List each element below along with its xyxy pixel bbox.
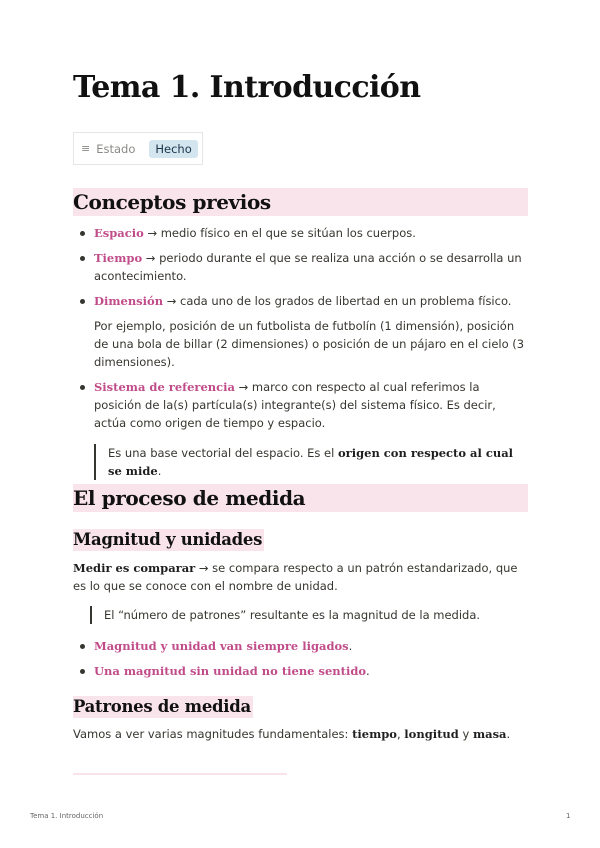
quote-text: Es una base vectorial del espacio. Es el — [108, 446, 338, 460]
footer-page-number: 1 — [566, 812, 571, 820]
list-item — [73, 224, 528, 242]
list-item — [73, 637, 528, 655]
paragraph-patrones — [73, 725, 528, 743]
bullet-icon — [80, 299, 85, 304]
paragraph-end: . — [506, 727, 511, 741]
arrow: → — [147, 226, 158, 240]
term: Dimensión — [94, 294, 164, 308]
arrow: → — [166, 294, 177, 308]
term: Tiempo — [94, 251, 143, 265]
bullet-icon — [80, 644, 85, 649]
bold-tiempo: tiempo — [352, 727, 397, 741]
section-divider — [73, 773, 287, 775]
definition: medio físico en el que se sitúan los cuerpos. — [160, 226, 416, 240]
example-paragraph: Por ejemplo, posición de un futbolista de futbolín (1 dimensión), posición de una bola de billar (2 dimensiones) o posición de un pájaro en el cielo (3 dimensiones). — [94, 319, 525, 369]
list-icon: ≡ — [81, 142, 91, 155]
quote-block — [90, 606, 524, 624]
heading-magnitud-y-unidades: Magnitud y unidades — [73, 530, 263, 549]
list-item — [73, 662, 528, 680]
list-item — [73, 249, 528, 285]
heading-patrones-de-medida: Patrones de medida — [73, 697, 251, 716]
separator: , — [396, 727, 405, 741]
bullet-text: Una magnitud sin unidad no tiene sentido — [94, 664, 367, 678]
bullet-text: Magnitud y unidad van siempre ligados — [94, 639, 349, 653]
bullet-end: . — [348, 639, 353, 653]
bullet-icon — [80, 385, 85, 390]
bold-longitud: longitud — [404, 727, 459, 741]
page-title: Tema 1. Introducción — [73, 70, 421, 105]
quote-text: El “número de patrones” resultante es la magnitud de la medida. — [104, 608, 481, 622]
bullet-icon — [80, 256, 85, 261]
separator: y — [458, 727, 473, 741]
quote-block — [94, 444, 528, 480]
property-label: Estado — [96, 141, 136, 156]
paragraph-medir — [73, 559, 528, 595]
bold-masa: masa — [472, 727, 507, 741]
definition: marco con respecto al cual referimos la posición de la(s) partícula(s) integrante(s) del sistema físico. Es decir, actúa como origen de tiempo y espacio. — [94, 380, 496, 430]
term: Espacio — [94, 226, 144, 240]
definition: periodo durante el que se realiza una acción o se desarrolla un acontecimiento. — [94, 251, 522, 283]
quote-bold: origen con respecto al cual se mide — [108, 446, 514, 478]
footer-title: Tema 1. Introducción — [30, 812, 104, 820]
list-item — [73, 292, 528, 310]
heading-proceso-de-medida: El proceso de medida — [73, 484, 528, 512]
list-item — [73, 378, 528, 432]
term: Sistema de referencia — [94, 380, 235, 394]
arrow: → — [145, 251, 156, 265]
arrow: → — [238, 380, 249, 394]
arrow: → — [198, 561, 209, 575]
bullet-icon — [80, 669, 85, 674]
quote-end: . — [157, 464, 162, 478]
paragraph-text: se compara respecto a un patrón estandarizado, que es lo que se conoce con el nombre de unidad. — [73, 561, 518, 593]
heading-conceptos-previos: Conceptos previos — [73, 188, 528, 216]
bold-term: Medir es comparar — [73, 561, 196, 575]
property-row-estado[interactable] — [73, 132, 203, 165]
bullet-icon — [80, 231, 85, 236]
bullet-end: . — [366, 664, 370, 678]
status-badge[interactable]: Hecho — [149, 140, 197, 158]
paragraph-text: Vamos a ver varias magnitudes fundamentales: — [73, 727, 353, 741]
definition: cada uno de los grados de libertad en un problema físico. — [180, 294, 512, 308]
